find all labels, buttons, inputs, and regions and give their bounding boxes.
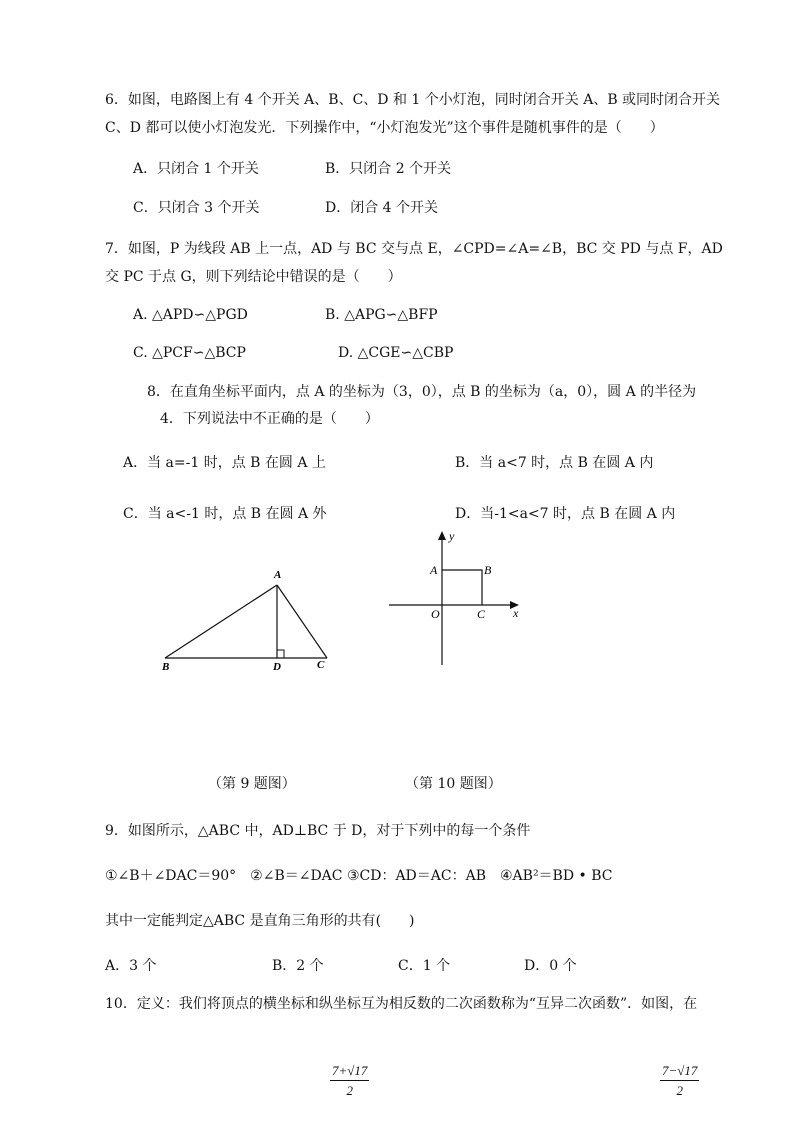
fraction-minus-denominator: 2 <box>676 1083 683 1098</box>
label-x: x <box>513 606 519 620</box>
q7-option-b: B. △APG∽△BFP <box>325 307 438 323</box>
fraction-minus <box>660 1063 699 1099</box>
label-a: A <box>430 563 438 577</box>
q7-line1: 7．如图，P 为线段 AB 上一点，AD 与 BC 交与点 E，∠CPD=∠A=∠B，BC 交 PD 与点 F，AD <box>105 241 723 257</box>
y-axis-arrow <box>438 531 446 540</box>
fraction-plus-denominator: 2 <box>346 1083 353 1098</box>
q7-line2: 交 PC 于点 G，则下列结论中错误的是（ ） <box>105 269 402 285</box>
figure-9-triangle <box>150 560 350 680</box>
fraction-plus-numerator: 7+√17 <box>330 1063 369 1081</box>
label-o: O <box>431 607 440 621</box>
q6-option-b: B．只闭合 2 个开关 <box>325 161 452 177</box>
q8-line2: 4．下列说法中不正确的是（ ） <box>160 411 379 427</box>
q6-line1: 6．如图，电路图上有 4 个开关 A、B、C、D 和 1 个小灯泡，同时闭合开关 A、B 或同时闭合开关 <box>105 92 721 108</box>
label-b: B <box>484 563 492 577</box>
q9-option-b: B．2 个 <box>272 958 324 974</box>
figure-9-caption: （第 9 题图） <box>208 776 296 792</box>
q7-option-a: A. △APD∽△PGD <box>133 307 248 323</box>
label-c: C <box>317 659 325 671</box>
q7-option-c: C. △PCF∽△BCP <box>133 345 246 361</box>
label-y: y <box>449 529 455 543</box>
q9-conditions: ①∠B＋∠DAC＝90° ②∠B＝∠DAC ③CD：AD＝AC：AB ④AB²＝BD • BC <box>105 868 613 884</box>
q6-option-a: A．只闭合 1 个开关 <box>133 161 259 177</box>
q9-option-a: A．3 个 <box>105 958 157 974</box>
q8-line1: 8．在直角坐标平面内，点 A 的坐标为（3，0），点 B 的坐标为（a，0），圆 A 的半径为 <box>147 384 697 400</box>
q9-option-d: D．0 个 <box>524 958 577 974</box>
q8-option-c: C．当 a<-1 时，点 B 在圆 A 外 <box>123 506 327 522</box>
q9-option-c: C．1 个 <box>398 958 451 974</box>
q6-option-d: D．闭合 4 个开关 <box>325 200 439 216</box>
right-angle-mark <box>277 650 284 658</box>
q8-option-d: D．当-1<a<7 时，点 B 在圆 A 内 <box>455 506 676 522</box>
q10-line1: 10．定义：我们将顶点的横坐标和纵坐标互为相反数的二次函数称为“互异二次函数”．如图，在 <box>105 996 698 1012</box>
q6-option-c: C．只闭合 3 个开关 <box>133 200 260 216</box>
label-d: D <box>273 661 281 673</box>
q9-line3: 其中一定能判定△ABC 是直角三角形的共有( ) <box>105 913 415 929</box>
q8-option-a: A．当 a=-1 时，点 B 在圆 A 上 <box>123 455 326 471</box>
label-c: C <box>477 607 486 621</box>
figure-10-caption: （第 10 题图） <box>405 776 502 792</box>
fraction-plus <box>330 1063 369 1099</box>
fraction-minus-numerator: 7−√17 <box>660 1063 699 1081</box>
q9-line1: 9．如图所示，△ABC 中，AD⊥BC 于 D，对于下列中的每一个条件 <box>105 823 531 839</box>
q6-line2: C、D 都可以使小灯泡发光．下列操作中，“小灯泡发光”这个事件是随机事件的是（ ） <box>105 120 664 136</box>
label-a: A <box>274 569 282 581</box>
figure-10-axes <box>385 525 535 675</box>
rectangle-oabc <box>442 570 482 605</box>
segment-ac <box>277 585 327 658</box>
segment-ab <box>165 585 277 658</box>
label-b: B <box>162 661 170 673</box>
q8-option-b: B．当 a<7 时，点 B 在圆 A 内 <box>455 455 654 471</box>
q7-option-d: D. △CGE∽△CBP <box>338 345 454 361</box>
